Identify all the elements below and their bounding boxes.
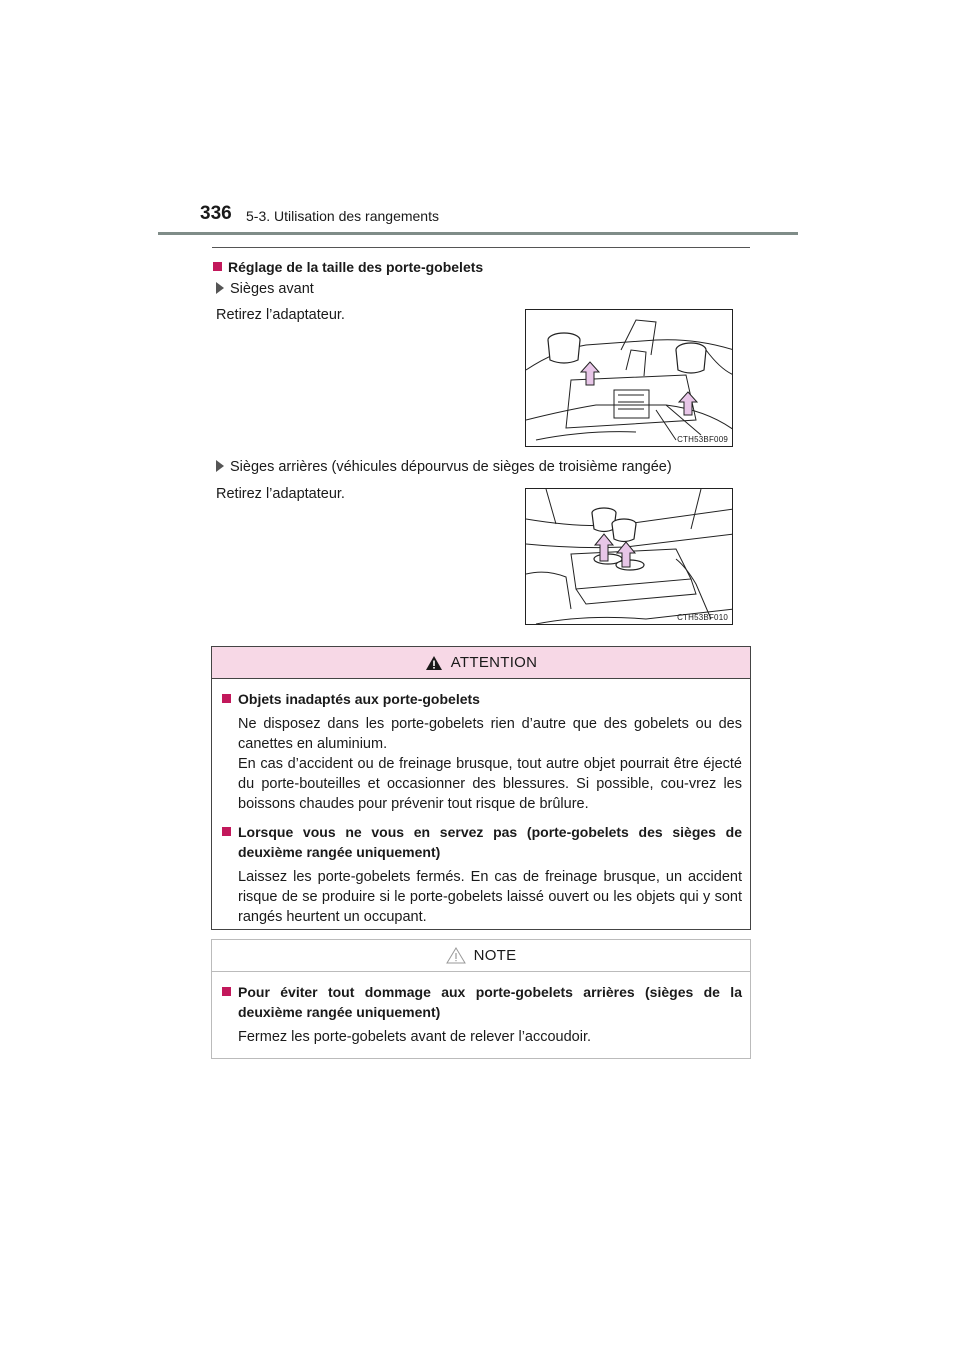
warning-triangle-icon bbox=[446, 947, 466, 964]
triangle-bullet-icon bbox=[216, 460, 224, 472]
note-box bbox=[211, 939, 751, 1059]
note-item-1-text bbox=[220, 1027, 742, 1047]
square-bullet-icon bbox=[213, 262, 222, 271]
triangle-bullet-icon bbox=[216, 282, 224, 294]
attention-item-1-paragraph-2: En cas d’accident ou de freinage brusque, tout autre objet pourrait être éjecté du porte-bouteilles et occasionner des blessures. Si possible, cou-vrez les boissons chaudes pour prévenir tout risque de brûlure. bbox=[238, 756, 742, 812]
attention-item-1-heading-text: Objets inadaptés aux porte-gobelets bbox=[238, 691, 480, 707]
front-seats-label-text: Sièges avant bbox=[230, 281, 314, 297]
note-item-1-heading bbox=[220, 982, 742, 1022]
attention-item-2-heading-text: Lorsque vous ne vous en servez pas (porte-gobelets des sièges de deuxième rangée uniquement) bbox=[238, 824, 742, 860]
content-rule bbox=[212, 247, 750, 248]
attention-item-1-paragraph-1: Ne disposez dans les porte-gobelets rien d’autre que des gobelets ou des canettes en aluminium. bbox=[238, 716, 742, 752]
attention-title: ATTENTION bbox=[450, 654, 538, 671]
running-title: 5-3. Utilisation des rangements bbox=[246, 208, 439, 224]
warning-triangle-icon bbox=[425, 655, 443, 671]
rear-seats-instruction: Retirez l’adaptateur. bbox=[216, 486, 345, 502]
figure-code-rear: CTH53BF010 bbox=[677, 613, 728, 622]
section-heading bbox=[213, 259, 483, 275]
note-item-1-heading-text: Pour éviter tout dommage aux porte-gobelets arrières (sièges de la deuxième rangée uniquement) bbox=[238, 984, 742, 1020]
square-bullet-icon bbox=[222, 987, 231, 996]
attention-item-2-heading bbox=[220, 822, 742, 862]
note-title: NOTE bbox=[473, 947, 517, 964]
attention-header bbox=[212, 647, 750, 679]
section-heading-text: Réglage de la taille des porte-gobelets bbox=[228, 259, 484, 275]
front-cupholder-illustration bbox=[526, 310, 733, 447]
square-bullet-icon bbox=[222, 827, 231, 836]
rear-cupholder-figure bbox=[525, 488, 733, 625]
attention-item-1-heading bbox=[220, 689, 742, 709]
square-bullet-icon bbox=[222, 694, 231, 703]
note-item-1-paragraph-1: Fermez les porte-gobelets avant de relever l’accoudoir. bbox=[238, 1029, 592, 1045]
page-number: 336 bbox=[200, 203, 232, 224]
note-header bbox=[212, 940, 750, 972]
front-seats-label bbox=[216, 281, 314, 297]
figure-code-front: CTH53BF009 bbox=[677, 435, 728, 444]
header-rule bbox=[158, 232, 798, 235]
front-cupholder-figure bbox=[525, 309, 733, 447]
rear-seats-label bbox=[216, 459, 672, 475]
rear-seats-label-text: Sièges arrières (véhicules dépourvus de sièges de troisième rangée) bbox=[230, 459, 672, 475]
attention-box bbox=[211, 646, 751, 930]
front-seats-instruction: Retirez l’adaptateur. bbox=[216, 307, 345, 323]
attention-item-2-paragraph-1: Laissez les porte-gobelets fermés. En cas de freinage brusque, un accident risque de se produire si le porte-gobelets laissé ouvert ou les objets qui y sont rangés heurtent un occupant. bbox=[238, 869, 742, 925]
attention-item-1-text bbox=[220, 714, 742, 814]
rear-cupholder-illustration bbox=[526, 489, 733, 625]
attention-item-2-text bbox=[220, 867, 742, 927]
